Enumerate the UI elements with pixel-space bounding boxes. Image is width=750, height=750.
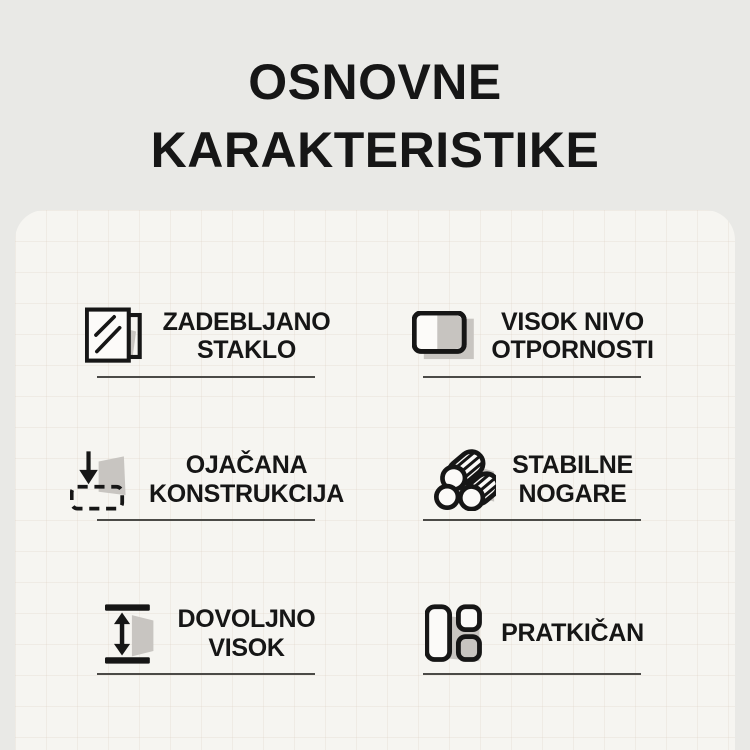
height-arrow-icon — [97, 604, 165, 664]
feature-stabilne-nogare — [392, 446, 672, 521]
feature-label-line-1: STABILNE — [512, 451, 633, 479]
feature-dovoljno-visok — [66, 600, 346, 675]
feature-label-line-1: OJAČANA — [185, 451, 308, 479]
feature-label-line-2: STAKLO — [196, 336, 297, 364]
feature-label — [501, 619, 644, 648]
feature-zadebljano-staklo — [66, 302, 346, 378]
feature-label-line-2: NOGARE — [518, 479, 627, 508]
feature-content — [66, 446, 346, 521]
feature-label-line-1: VISOK NIVO — [501, 307, 644, 336]
feature-label-line-2: VISOK — [208, 633, 285, 662]
feature-underline — [423, 519, 641, 521]
glass-panes-icon — [82, 307, 150, 365]
feature-content — [392, 446, 672, 521]
feature-visok-nivo-otpornosti — [392, 302, 672, 378]
feature-underline — [423, 673, 641, 675]
feature-label-line-2: KONSTRUKCIJA — [148, 479, 345, 508]
feature-pratkican — [392, 600, 672, 675]
resistance-panel-icon — [410, 311, 478, 361]
feature-label-line-1: ZADEBLJANO — [162, 307, 331, 336]
feature-underline — [97, 519, 315, 521]
feature-label — [149, 451, 344, 508]
layout-grid-icon — [420, 604, 488, 664]
feature-label-line-1: DOVOLJNO — [177, 605, 316, 633]
feature-underline — [423, 376, 641, 378]
feature-content — [66, 600, 346, 675]
arrow-into-frame-icon — [68, 449, 136, 511]
feature-content — [392, 302, 672, 378]
feature-label-line-1: PRATKIČAN — [501, 619, 644, 648]
title-line-1: OSNOVNE — [248, 54, 502, 110]
feature-label — [178, 605, 316, 662]
feature-content — [392, 600, 672, 675]
feature-ojacana-konstrukcija — [66, 446, 346, 521]
feature-label — [163, 308, 331, 365]
feature-content — [66, 302, 346, 378]
feature-label — [512, 451, 633, 508]
pipes-icon — [431, 449, 499, 511]
feature-underline — [97, 376, 315, 378]
feature-label — [491, 308, 653, 365]
feature-label-line-2: OTPORNOSTI — [491, 336, 654, 364]
page-title — [0, 48, 750, 184]
feature-underline — [97, 673, 315, 675]
title-line-2: KARAKTERISTIKE — [150, 122, 600, 178]
